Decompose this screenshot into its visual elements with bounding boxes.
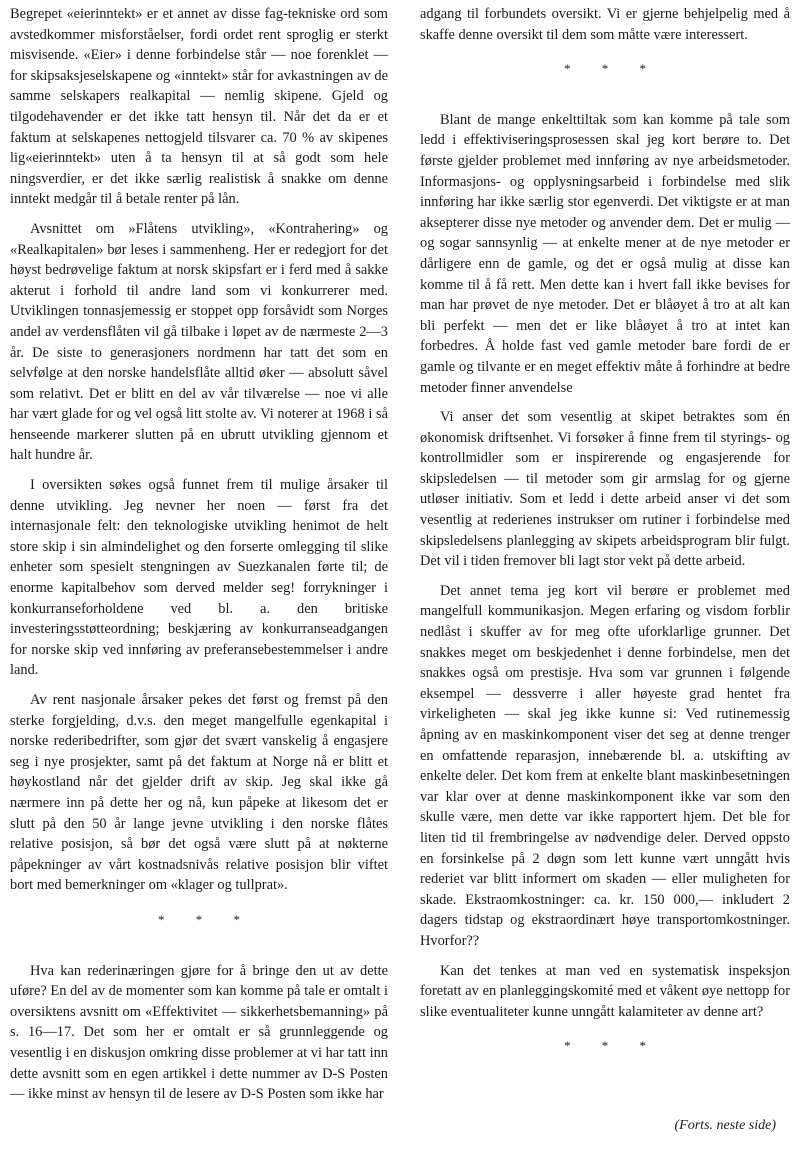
paragraph: Kan det tenkes at man ved en systematisk inspeksjon foretatt av en planleggingskomité med et våkent øye nettopp for slike eventualiteter kunne unngått kalamiteter av denne art? [420,962,790,1020]
paragraph: Begrepet «eierinntekt» er et annet av disse fag-tekniske ord som avstedkommer misforståelser, fordi ordet rent sproglig er sterkt misvisende. «Eier» i denne forbindelse står — noe forenklet — for skipsaksjeselskapene og «inntekt» står for avkastningen av de samme selskapers realkapital — nemlig skipene. Gjeld og tilgodehavender er det ikke tatt hensyn til. Når det da er et faktum at selskapenes nettogjeld tilsvarer ca. 70 % av skipenes lig«eierinntekt» uten å ta hensyn til at så godt som hele ningsverdier, er det ikke særlig realistisk å snakke om denne inntekt medgår til å betale renter på lån. [10,6,388,208]
right-column [420,4,790,1087]
section-separator: * * * [564,61,660,77]
paragraph: Blant de mange enkelttiltak som kan komme på tale som ledd i effektiviseringsprosessen skal jeg kort berøre to. Det første gjelder problemet med innføring av nye arbeidsmetoder. Informasjons- og opplysningsarbeid i forbindelse med slik innføring har ikke særlig stor egenverdi. Det viktigste er at man aksepterer disse nye metoder og anvender dem. Det er mulig — og sogar sannsynlig — at enkelte mener at de nye metoder er dårligere enn de gamle, og det er også mulig at disse kan komme til å få rett. Men dette kan i hvert fall ikke bevises for man har prøvet de nye metoder. Det er blåøyet å tro at alt kan bli perfekt — men det er like blåøyet å tro at intet kan forbedres. Å holde fast ved gamle metoder bare fordi de er gamle og tilvante er en meget effektiv måte å forhindre at bedre metoder finner anvendelse [420,111,790,396]
continuation-note: (Forts. neste side) [674,1118,776,1133]
left-column [10,4,388,1114]
paragraph: Det annet tema jeg kort vil berøre er problemet med mangelfull kommunikasjon. Megen erfaring og visdom forblir nedlåst i skuffer av for meg ofte uforklarlige grunner. Det snakkes meget om beskjedenhet i denne forbindelse, men det snakkes også om prestisje. Hva som var grunnen i følgende eksempel — dessverre i aller høyeste grad hentet fra virkeligheten — skal jeg ikke kunne si: Ved rutinemessig åpning av en maskinkomponent viser det seg at denne trenger en omfattende reparasjon, innebærende bl. a. utskifting av enkelte deler. Det kom frem at enkelte blant maskinbesetningen var klar over at denne maskinkomponent ikke var som den skulle være, men dette var ikke rapportert hjem. Det ble for liten tid til frembringelse av nødvendige deler. Derved oppsto en forsinkelse på 2 døgn som lett kunne vært unngått hvis rederiet var blitt informert om skaden — eller muligheten for skade. Ekstraomkostninger: ca. kr. 150 000,— inkludert 2 dagers tidstap og ekstraordinært høye transportomkostninger. Hvorfor?? [420,582,790,949]
paragraph: I oversikten søkes også funnet frem til mulige årsaker til denne utvikling. Jeg nevner her noen — først fra det internasjonale felt: den teknologiske utvikling henimot de helt store skip i sin almindelighet og den forserte omlegging til slike enheter som spesielt stengningen av Suezkanalen førte til; de enorme kapitalbehov som derved melder seg! forrykninger i konkurranseforholdene ved bl. a. den britiske investeringsstøtteordning; beskjæring av konkurranseadgangen for norske skip ved innføring av preferansebestemmelser i andre land. [10,477,388,679]
paragraph: Vi anser det som vesentlig at skipet betraktes som én økonomisk driftsenhet. Vi forsøker å finne frem til styrings- og kontrollmidler som er inspirerende og engasjerende for skipsledelsen — til metoder som gir armslag for og gjerne utløser initiativ. Som et ledd i dette arbeid anser vi det som vesentlig at rederienes instrukser om rutiner i forbindelse med skipsledelsens planlegging av skipets arbeidsprogram blir fulgt. Det vil i tiden fremover bli lagt stor vekt på dette arbeid. [420,409,790,570]
paragraph-continuation: adgang til forbundets oversikt. Vi er gjerne behjelpelig med å skaffe denne oversikt til dem som måtte være interessert. [420,6,790,43]
paragraph: Hva kan rederinæringen gjøre for å bringe den ut av dette uføre? En del av de momenter som kan komme på tale er omtalt i oversiktens avsnitt om «Effektivitet — sikkerhetsbemanning» på s. 16—17. Det som her er omtalt er så grunnleggende og vesentlig i en diskusjon omkring disse problemer at vi har tatt inn dette avsnitt som en egen artikkel i dette nummer av D-S Posten — ikke minst av hensyn til de lesere av D-S Posten som ikke har [10,962,388,1103]
paragraph: Av rent nasjonale årsaker pekes det først og fremst på den sterke forgjelding, d.v.s. den meget mangelfulle egenkapital i norske rederibedrifter, som gjør det svært vanskelig å engasjere seg i nye prosjekter, samt på det faktum at Norge nå er blitt et høykostland når det gjelder drift av skip. Jeg skal ikke gå nærmere inn på dette her og nå, kun påpeke at likesom det er slutt på den 50 år lange jevne utvikling i den norske flåtes relative posisjon, så bør det også være slutt på at nøkterne påpekninger av vårt kostnadsnivås relative posisjon blir viftet bort med bemerkninger om «klager og tullprat». [10,692,388,894]
paragraph: Avsnittet om »Flåtens utvikling», «Kontrahering» og «Realkapitalen» bør leses i sammenheng. Her er redegjort for det høyst bedrøvelige faktum at norsk skipsfart er i ferd med å sakke akterut i forhold til andre land som vi konkurrerer med. Utviklingen tonnasjemessig er stoppet opp forsåvidt som Norges andel av verdensflåten vil gå tilbake i løpet av de nærmeste 2—3 år. De siste to generasjoners nordmenn har tatt det som en selvfølge at den norske handelsflåte alltid øker — absolutt såvel som relativt. Det er blitt en del av vår tilværelse — noe vi alle har vært glade for og vel også litt stolte av. Vi noterer at 1968 i så henseende markerer slutten på en ubrutt utvikling gjennom et halt hundre år. [10,220,388,464]
section-separator: * * * [158,911,254,927]
section-separator: * * * [564,1038,660,1054]
